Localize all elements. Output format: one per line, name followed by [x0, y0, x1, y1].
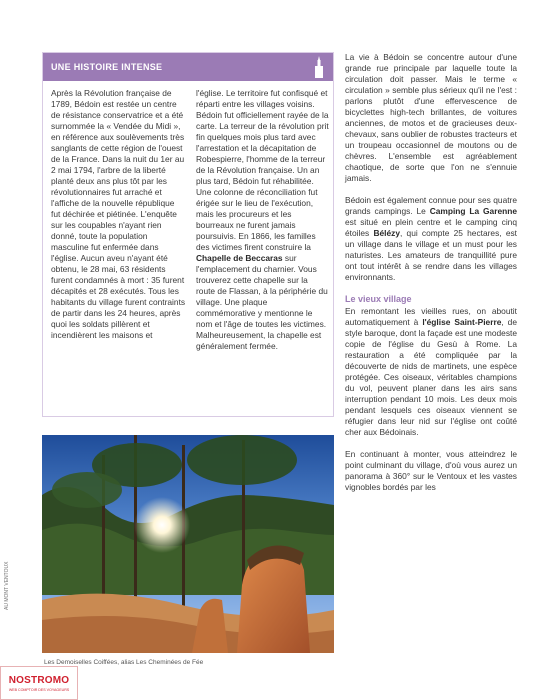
church-text-b: , de style baroque, dont la façade est une modeste copie de l'église du Gesù à Rome. La restauration a été compliquée par la découverte de nids de martinets, une espèce protégée. Ces oiseaux, véritables champions du vol, peuvent planer dans les airs sans interruption pendant 10 mois. Les deux mois pendant lesquels ces oiseaux viennent se réfugier dans leur nid sur l'église ont coûté cher aux Bédoinais.	[345, 317, 517, 437]
sidebar-column-2	[196, 88, 329, 352]
paragraph-panorama: En continuant à monter, vous atteindrez le point culminant du village, d'où vous aurez un panorama à 360° sur le Ventoux et les vastes vignobles bordés par les	[345, 449, 517, 492]
sidebar-col2-paragraph	[196, 88, 329, 352]
sidebar-col2-text-b: sur l'emplacement du charnier. Vous trouverez cette chapelle sur la route de Flassan, à la périphérie du village. Une plaque commémorative y mentionne le nom et l'âge de toutes les victimes. Malheureusement, la chapelle est généralement fermée.	[196, 253, 328, 351]
main-text-column	[345, 52, 517, 504]
logo-tagline: WEB COMPTOIR DES VOYAGEURS	[8, 688, 70, 692]
paragraph-main-street: La vie à Bédoin se concentre autour d'une grande rue principale par laquelle toute la circulation doit passer. Mais le terme « circulation » semble plus sérieux qu'il ne l'est : parlons plutôt d'une effervescence de bicyclettes high-tech brillantes, de voitures anciennes, de motos et de gracieuses deux-chevaux, sans oublier de robustes tracteurs et un troupeau occasionnel de moutons ou de chèvres. L'ensemble est agréablement chaotique, de sorte que l'on ne s'ennuie jamais.	[345, 52, 517, 183]
history-sidebar-box	[42, 52, 334, 417]
sidebar-col2-text-a: l'église. Le territoire fut confisqué et réparti entre les villages voisins. Bédoin fut officiellement rayée de la carte. La terreur de la révolution prit fin quelques mois plus tard avec l'arrestation et la décapitation de Robespierre, l'homme de la terreur de la Révolution française. Un an plus tard, Bédoin fut réhabilitée. Une colonne de réconciliation fut érigée sur le lieu de l'exécution, mais les procureurs et les bourreaux ne furent jamais poursuivis. En 1866, les familles des victimes firent construire la	[196, 88, 329, 252]
chapel-name: Chapelle de Beccaras	[196, 253, 283, 263]
campings-text-a: Bédoin est également connue pour ses quatre grands campings. Le	[345, 195, 517, 216]
paragraph-church	[345, 306, 517, 438]
paragraph-campings	[345, 195, 517, 283]
church-text-a: En remontant les vieilles rues, on aboutit automatiquement à	[345, 306, 517, 327]
chapel-icon	[313, 56, 325, 78]
sidebar-col1-text: Après la Révolution française de 1789, Bédoin est restée un centre de résistance conservatrice et a été surnommée la « Vendée du Midi », en référence aux soulèvements très sanglants de cette région de l'ouest de la France. Dans la nuit du 1er au 2 mai 1794, l'arbre de la liberté planté deux ans plus tôt par les révolutionnaires fut arraché et l'affiche de la nouvelle république fut déchirée et piétinée. L'enquête sur les coupables n'ayant rien donné, toute la population masculine fut enfermée dans l'église. Aucun aveu n'ayant été obtenu, le 28 mai, 63 résidents furent condamnés à mort : 35 furent décapités et 28 exécutés. Tous les habitants du village furent contraints de partir dans les 24 heures, après quoi les soldats pillèrent et incendièrent les maisons et	[51, 88, 186, 340]
nostromo-logo	[0, 666, 78, 700]
sidebar-column-1	[51, 88, 186, 341]
camping-belezy: Bélézy	[373, 228, 400, 238]
logo-name: NOSTROMO	[8, 675, 70, 686]
landscape-photo	[42, 435, 334, 653]
section-heading-old-village: Le vieux village	[345, 294, 412, 304]
church-name: l'église Saint-Pierre	[422, 317, 502, 327]
sidebar-box-title: UNE HISTOIRE INTENSE	[43, 53, 333, 81]
photo-caption: Les Demoiselles Coiffées, alias Les Cheminées de Fée	[44, 659, 204, 666]
photo-demoiselles-coiffees	[42, 435, 334, 653]
camping-la-garenne: Camping La Garenne	[429, 206, 517, 216]
photo-credit: AU MONT VENTOUX	[4, 561, 10, 610]
campings-text-b: est situé en plein centre et le camping cinq étoiles	[345, 217, 517, 238]
campings-text-c: , qui compte 25 hectares, est un village dans le village et un must pour les naturistes. Les amateurs de tranquillité pure ont tout intérêt à se rendre dans les villages environnants.	[345, 228, 517, 282]
